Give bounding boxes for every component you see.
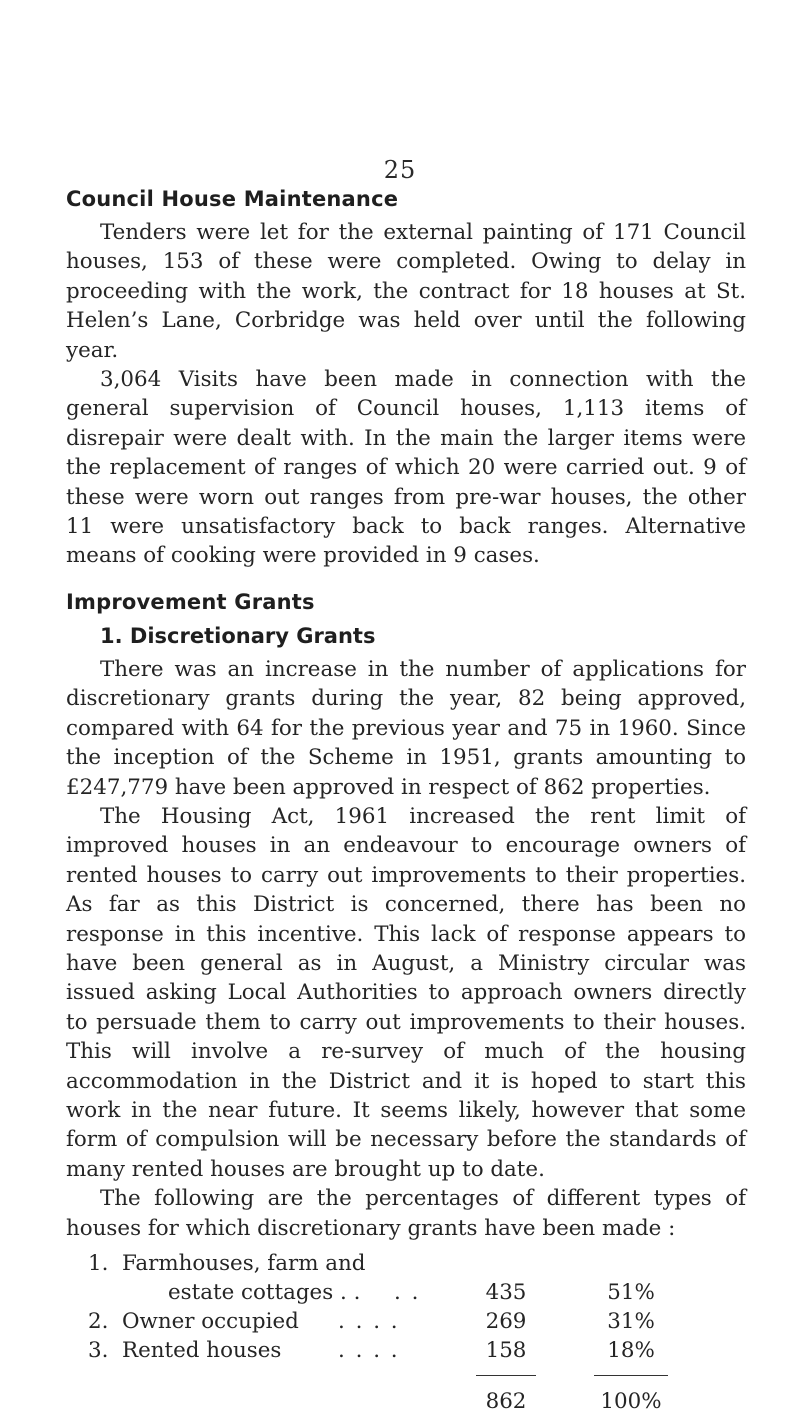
row-label: Rented houses bbox=[122, 1338, 282, 1363]
total-count-rule bbox=[476, 1375, 536, 1376]
leader-dots: . . . . bbox=[338, 1309, 400, 1334]
total-percent-rule bbox=[594, 1375, 668, 1376]
leader-dots: . . . . bbox=[338, 1338, 400, 1363]
page-number: 25 bbox=[383, 156, 417, 184]
page-content bbox=[66, 184, 746, 1422]
paragraph-housing-act: The Housing Act, 1961 increased the rent limit of improved houses in an endeavour to encourage owners of rented houses to carry out improvements to their properties. As far as this District is concerned, there has been no response in this incentive. This lack of response appears to have been general as in August, a Ministry circular was issued asking Local Authorities to approach owners directly to persuade them to carry out improvements to their houses. This will involve a re-survey of much of the housing accommodation in the District and it is hoped to start this work in the near future. It seems likely, however that some form of compulsion will be necessary before the standards of many rented houses are brought up to date. bbox=[66, 803, 746, 1182]
row-label-continued: estate cottages . . bbox=[168, 1280, 361, 1305]
paragraph-tenders: Tenders were let for the external painting of 171 Council houses, 153 of these were completed. Owing to delay in proceeding with the work, the contract for 18 houses at St. Helen’s Lane, Corbridge was held over until the following year. bbox=[66, 220, 746, 363]
row-number: 3. bbox=[88, 1338, 109, 1363]
row-count: 158 bbox=[485, 1338, 527, 1363]
heading-improvement-grants: Improvement Grants bbox=[66, 589, 315, 614]
row-label: Owner occupied bbox=[122, 1309, 299, 1334]
row-label: Farmhouses, farm and bbox=[122, 1251, 366, 1276]
row-percent: 31% bbox=[607, 1309, 655, 1334]
subheading-discretionary-grants: 1. Discretionary Grants bbox=[100, 623, 376, 648]
row-number: 1. bbox=[88, 1251, 109, 1276]
leader-dots: . . bbox=[394, 1280, 421, 1305]
row-percent: 51% bbox=[607, 1280, 655, 1305]
row-percent: 18% bbox=[607, 1338, 655, 1363]
heading-council-house-maintenance: Council House Maintenance bbox=[66, 187, 399, 211]
row-number: 2. bbox=[88, 1309, 109, 1334]
row-count: 435 bbox=[485, 1280, 527, 1305]
paragraph-visits: 3,064 Visits have been made in connection with the general supervision of Council houses, 1,113 items of disrepair were dealt with. In the main the larger items were the replacement of ranges of which 20 were carried out. 9 of these were worn out ranges from pre-war houses, the other 11 were unsatisfactory back to back ranges. Alternative means of cooking were provided in 9 cases. bbox=[66, 367, 746, 569]
paragraph-percentages-intro: The following are the percentages of different types of houses for which discretionary grants have been made : bbox=[66, 1186, 746, 1241]
row-count: 269 bbox=[485, 1309, 527, 1334]
total-count: 862 bbox=[485, 1389, 527, 1414]
paragraph-applications: There was an increase in the number of applications for discretionary grants during the year, 82 being approved, compared with 64 for the previous year and 75 in 1960. Since the inception of the Scheme in 1951, grants amounting to £247,779 have been approved in respect of 862 properties. bbox=[66, 656, 746, 800]
total-percent: 100% bbox=[600, 1389, 662, 1414]
grants-table bbox=[66, 1247, 746, 1422]
